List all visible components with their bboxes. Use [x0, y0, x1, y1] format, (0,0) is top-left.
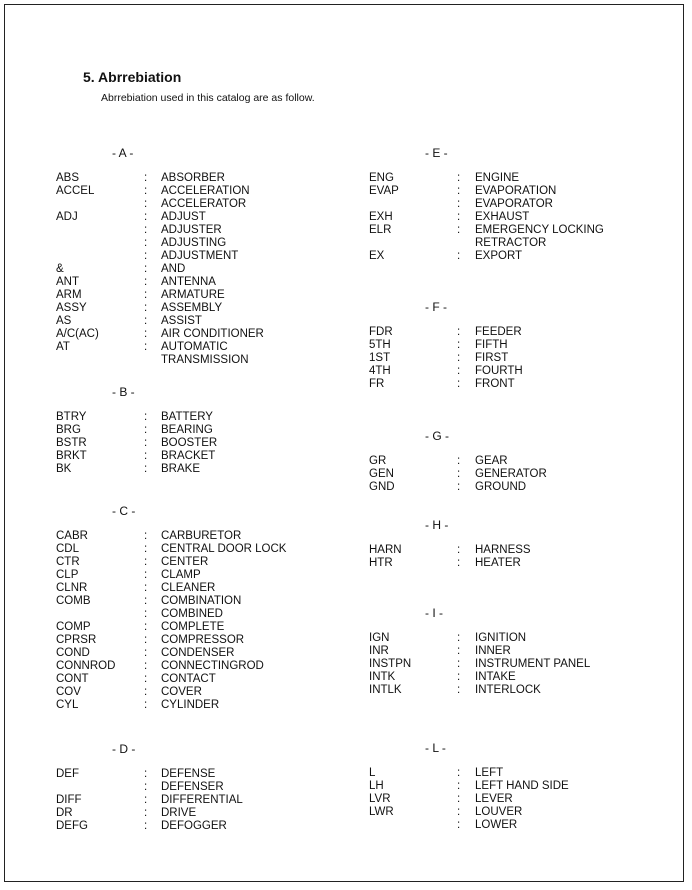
separator-colon: : [144, 198, 148, 210]
abbreviation: GND [369, 481, 395, 493]
entry-list [369, 544, 531, 570]
entry-row [369, 378, 515, 391]
entry-row [56, 582, 216, 595]
entry-row [56, 437, 218, 450]
entry-list [369, 326, 523, 391]
separator-colon: : [457, 250, 461, 262]
meaning: ADJUSTMENT [161, 250, 239, 262]
entry-row [369, 352, 509, 365]
separator-colon: : [457, 819, 461, 831]
meaning: FIFTH [475, 339, 508, 351]
abbreviation: ABS [56, 172, 80, 184]
meaning: COMBINATION [161, 595, 242, 607]
meaning: CENTER [161, 556, 209, 568]
entry-row [369, 632, 527, 645]
meaning: TRANSMISSION [161, 354, 249, 366]
section-heading: - G - [425, 429, 449, 443]
abbreviation: EVAP [369, 185, 399, 197]
entry-row [56, 276, 216, 289]
abbreviation: BK [56, 463, 72, 475]
entry-row [369, 557, 521, 570]
meaning: EMERGENCY LOCKING [475, 224, 604, 236]
meaning: ENGINE [475, 172, 520, 184]
entry-row [56, 595, 242, 608]
separator-colon: : [144, 437, 148, 449]
separator-colon: : [144, 582, 148, 594]
separator-colon: : [144, 237, 148, 249]
entry-row [56, 302, 223, 315]
meaning: INSTRUMENT PANEL [475, 658, 591, 670]
meaning: CONDENSER [161, 647, 235, 659]
separator-colon: : [457, 198, 461, 210]
meaning: LOUVER [475, 806, 523, 818]
entry-row [56, 634, 245, 647]
entry-row [369, 684, 541, 697]
abbreviation: GR [369, 455, 387, 467]
separator-colon: : [144, 172, 148, 184]
separator-colon: : [144, 660, 148, 672]
separator-colon: : [144, 424, 148, 436]
entry-row [56, 185, 250, 198]
entry-row [369, 326, 522, 339]
separator-colon: : [457, 326, 461, 338]
entry-row [369, 224, 604, 237]
separator-colon: : [457, 806, 461, 818]
entry-row [56, 450, 216, 463]
entry-row [56, 328, 264, 341]
meaning: ACCELERATION [161, 185, 250, 197]
separator-colon: : [457, 767, 461, 779]
separator-colon: : [457, 455, 461, 467]
separator-colon: : [144, 276, 148, 288]
abbreviation: 5TH [369, 339, 391, 351]
abbreviation: EXH [369, 211, 393, 223]
entry-list [369, 632, 591, 697]
meaning: HARNESS [475, 544, 531, 556]
separator-colon: : [144, 263, 148, 275]
section-heading: - A - [112, 146, 134, 160]
separator-colon: : [144, 328, 148, 340]
abbreviation: INR [369, 645, 389, 657]
meaning: BRACKET [161, 450, 216, 462]
separator-colon: : [457, 557, 461, 569]
abbreviation: GEN [369, 468, 394, 480]
section [56, 504, 287, 712]
entry-row [56, 556, 209, 569]
entry-row [369, 481, 527, 494]
abbreviation: DIFF [56, 794, 82, 806]
separator-colon: : [457, 544, 461, 556]
meaning: ABSORBER [161, 172, 225, 184]
entry-row [56, 569, 201, 582]
abbreviation: 4TH [369, 365, 391, 377]
abbreviation: INTLK [369, 684, 402, 696]
entry-row [369, 544, 531, 557]
meaning: DEFENSE [161, 768, 216, 780]
abbreviation: COMP [56, 621, 91, 633]
abbreviation: AS [56, 315, 72, 327]
abbreviation: ADJ [56, 211, 78, 223]
meaning: LEFT HAND SIDE [475, 780, 569, 792]
entry-row [56, 211, 206, 224]
meaning: ASSEMBLY [161, 302, 223, 314]
abbreviation: BRKT [56, 450, 87, 462]
entry-row [56, 647, 235, 660]
section [56, 146, 264, 367]
entry-row [369, 211, 530, 224]
meaning: ANTENNA [161, 276, 216, 288]
abbreviation: ENG [369, 172, 394, 184]
entry-row [369, 671, 516, 684]
meaning: INNER [475, 645, 511, 657]
separator-colon: : [144, 608, 148, 620]
meaning: CONNECTINGROD [161, 660, 264, 672]
entry-row [369, 185, 557, 198]
meaning: BATTERY [161, 411, 213, 423]
separator-colon: : [144, 820, 148, 832]
meaning: COMPLETE [161, 621, 225, 633]
meaning: CYLINDER [161, 699, 220, 711]
abbreviation: IGN [369, 632, 390, 644]
separator-colon: : [144, 634, 148, 646]
entry-list [369, 767, 569, 832]
entry-row [56, 794, 243, 807]
abbreviation: AT [56, 341, 70, 353]
entry-row [369, 658, 591, 671]
meaning: CONTACT [161, 673, 216, 685]
meaning: DEFOGGER [161, 820, 227, 832]
abbreviation: DR [56, 807, 73, 819]
separator-colon: : [457, 352, 461, 364]
abbreviation: L [369, 767, 376, 779]
abbreviation: ELR [369, 224, 392, 236]
separator-colon: : [144, 450, 148, 462]
meaning: FRONT [475, 378, 515, 390]
abbreviation: ACCEL [56, 185, 95, 197]
separator-colon: : [144, 768, 148, 780]
abbreviation: CLNR [56, 582, 88, 594]
entry-row [56, 289, 225, 302]
meaning: AND [161, 263, 186, 275]
separator-colon: : [457, 224, 461, 236]
separator-colon: : [144, 569, 148, 581]
entry-row [56, 263, 186, 276]
meaning: COMPRESSOR [161, 634, 245, 646]
entry-row [369, 198, 553, 211]
meaning: CENTRAL DOOR LOCK [161, 543, 287, 555]
abbreviation: CABR [56, 530, 88, 542]
abbreviation: CPRSR [56, 634, 97, 646]
separator-colon: : [144, 211, 148, 223]
entry-row [56, 768, 216, 781]
abbreviation: LWR [369, 806, 394, 818]
entry-row [56, 172, 225, 185]
separator-colon: : [457, 172, 461, 184]
separator-colon: : [144, 621, 148, 633]
section-heading: - H - [425, 518, 449, 532]
meaning: CARBURETOR [161, 530, 242, 542]
separator-colon: : [457, 481, 461, 493]
abbreviation: CYL [56, 699, 79, 711]
entry-list [369, 172, 604, 263]
meaning: ADJUSTING [161, 237, 227, 249]
meaning: INTAKE [475, 671, 516, 683]
meaning: ADJUSTER [161, 224, 222, 236]
meaning: ACCELERATOR [161, 198, 247, 210]
separator-colon: : [144, 224, 148, 236]
entry-row [369, 793, 513, 806]
entry-list [56, 172, 264, 367]
separator-colon: : [457, 211, 461, 223]
separator-colon: : [457, 339, 461, 351]
separator-colon: : [457, 658, 461, 670]
separator-colon: : [457, 468, 461, 480]
entry-row [56, 424, 213, 437]
section [369, 429, 547, 494]
abbreviation: COMB [56, 595, 91, 607]
separator-colon: : [457, 645, 461, 657]
entry-row [369, 645, 511, 658]
page-subtitle: Abrrebiation used in this catalog are as follow. [101, 92, 315, 104]
meaning: LOWER [475, 819, 518, 831]
abbreviation: ARM [56, 289, 82, 301]
meaning: FOURTH [475, 365, 523, 377]
meaning: COVER [161, 686, 202, 698]
separator-colon: : [457, 185, 461, 197]
entry-row [369, 365, 523, 378]
abbreviation: CONT [56, 673, 89, 685]
meaning: BRAKE [161, 463, 200, 475]
entry-row [56, 354, 249, 367]
abbreviation: INTK [369, 671, 396, 683]
meaning: ARMATURE [161, 289, 225, 301]
section-heading: - B - [112, 385, 135, 399]
separator-colon: : [457, 684, 461, 696]
entry-row [369, 780, 569, 793]
entry-row [369, 767, 504, 780]
abbreviation: DEFG [56, 820, 88, 832]
meaning: CLAMP [161, 569, 201, 581]
entry-list [369, 455, 547, 494]
entry-row [56, 341, 228, 354]
abbreviation: BRG [56, 424, 81, 436]
separator-colon: : [144, 543, 148, 555]
section-heading: - E - [425, 146, 448, 160]
meaning: GROUND [475, 481, 527, 493]
abbreviation: LVR [369, 793, 391, 805]
entry-row [56, 530, 242, 543]
abbreviation: ANT [56, 276, 79, 288]
abbreviation: COND [56, 647, 90, 659]
section [56, 385, 218, 476]
entry-row [56, 699, 220, 712]
entry-row [56, 608, 223, 621]
meaning: HEATER [475, 557, 521, 569]
separator-colon: : [144, 647, 148, 659]
section [56, 742, 243, 833]
meaning: DIFFERENTIAL [161, 794, 243, 806]
entry-row [56, 237, 227, 250]
entry-list [56, 768, 243, 833]
meaning: EXHAUST [475, 211, 530, 223]
separator-colon: : [457, 632, 461, 644]
section-heading: - D - [112, 742, 136, 756]
meaning: DRIVE [161, 807, 197, 819]
section [369, 300, 523, 391]
entry-row [56, 807, 197, 820]
section [369, 146, 604, 263]
abbreviation: INSTPN [369, 658, 412, 670]
entry-row [56, 315, 202, 328]
separator-colon: : [144, 673, 148, 685]
abbreviation: FR [369, 378, 385, 390]
separator-colon: : [144, 315, 148, 327]
abbreviation: LH [369, 780, 384, 792]
entry-row [369, 806, 523, 819]
abbreviation: 1ST [369, 352, 391, 364]
abbreviation: BSTR [56, 437, 87, 449]
entry-row [369, 339, 508, 352]
separator-colon: : [144, 686, 148, 698]
entry-row [56, 463, 200, 476]
separator-colon: : [144, 185, 148, 197]
meaning: LEVER [475, 793, 513, 805]
entry-row [56, 820, 227, 833]
meaning: EXPORT [475, 250, 523, 262]
meaning: EVAPORATION [475, 185, 557, 197]
meaning: CLEANER [161, 582, 216, 594]
section-heading: - L - [425, 741, 446, 755]
separator-colon: : [144, 250, 148, 262]
abbreviation: CONNROD [56, 660, 116, 672]
abbreviation: COV [56, 686, 81, 698]
entry-row [56, 686, 202, 699]
section [369, 606, 591, 697]
meaning: BOOSTER [161, 437, 218, 449]
meaning: FIRST [475, 352, 509, 364]
abbreviation: DEF [56, 768, 79, 780]
separator-colon: : [144, 341, 148, 353]
separator-colon: : [457, 365, 461, 377]
entry-row [369, 468, 547, 481]
separator-colon: : [457, 780, 461, 792]
section-heading: - I - [425, 606, 443, 620]
page-title: 5. Abrrebiation [83, 69, 182, 85]
meaning: AIR CONDITIONER [161, 328, 264, 340]
entry-row [369, 455, 508, 468]
meaning: DEFENSER [161, 781, 224, 793]
abbreviation: CLP [56, 569, 79, 581]
separator-colon: : [144, 595, 148, 607]
entry-row [56, 224, 222, 237]
abbreviation: CDL [56, 543, 80, 555]
section-heading: - F - [425, 300, 447, 314]
meaning: GEAR [475, 455, 508, 467]
abbreviation: BTRY [56, 411, 87, 423]
section [369, 741, 569, 832]
separator-colon: : [144, 302, 148, 314]
entry-row [369, 172, 520, 185]
abbreviation: CTR [56, 556, 80, 568]
abbreviation: A/C(AC) [56, 328, 99, 340]
meaning: LEFT [475, 767, 504, 779]
meaning: COMBINED [161, 608, 223, 620]
meaning: ADJUST [161, 211, 206, 223]
entry-row [56, 250, 239, 263]
entry-row [56, 543, 287, 556]
separator-colon: : [144, 781, 148, 793]
separator-colon: : [144, 463, 148, 475]
meaning: GENERATOR [475, 468, 547, 480]
meaning: AUTOMATIC [161, 341, 228, 353]
entry-row [369, 250, 523, 263]
entry-row [369, 819, 518, 832]
meaning: EVAPORATOR [475, 198, 553, 210]
meaning: INTERLOCK [475, 684, 541, 696]
abbreviation: HTR [369, 557, 393, 569]
entry-row [369, 237, 547, 250]
entry-row [56, 621, 225, 634]
meaning: IGNITION [475, 632, 527, 644]
separator-colon: : [144, 530, 148, 542]
abbreviation: HARN [369, 544, 402, 556]
abbreviation: FDR [369, 326, 393, 338]
separator-colon: : [457, 378, 461, 390]
separator-colon: : [144, 699, 148, 711]
entry-list [56, 530, 287, 712]
separator-colon: : [144, 556, 148, 568]
separator-colon: : [144, 807, 148, 819]
separator-colon: : [144, 289, 148, 301]
entry-row [56, 660, 264, 673]
entry-row [56, 781, 224, 794]
meaning: ASSIST [161, 315, 202, 327]
entry-row [56, 673, 216, 686]
separator-colon: : [144, 411, 148, 423]
entry-list [56, 411, 218, 476]
meaning: FEEDER [475, 326, 522, 338]
section [369, 518, 531, 570]
entry-row [56, 411, 213, 424]
separator-colon: : [144, 794, 148, 806]
abbreviation: ASSY [56, 302, 87, 314]
separator-colon: : [457, 671, 461, 683]
entry-row [56, 198, 247, 211]
meaning: RETRACTOR [475, 237, 547, 249]
section-heading: - C - [112, 504, 136, 518]
abbreviation: EX [369, 250, 385, 262]
separator-colon: : [457, 793, 461, 805]
meaning: BEARING [161, 424, 213, 436]
abbreviation: & [56, 263, 64, 275]
